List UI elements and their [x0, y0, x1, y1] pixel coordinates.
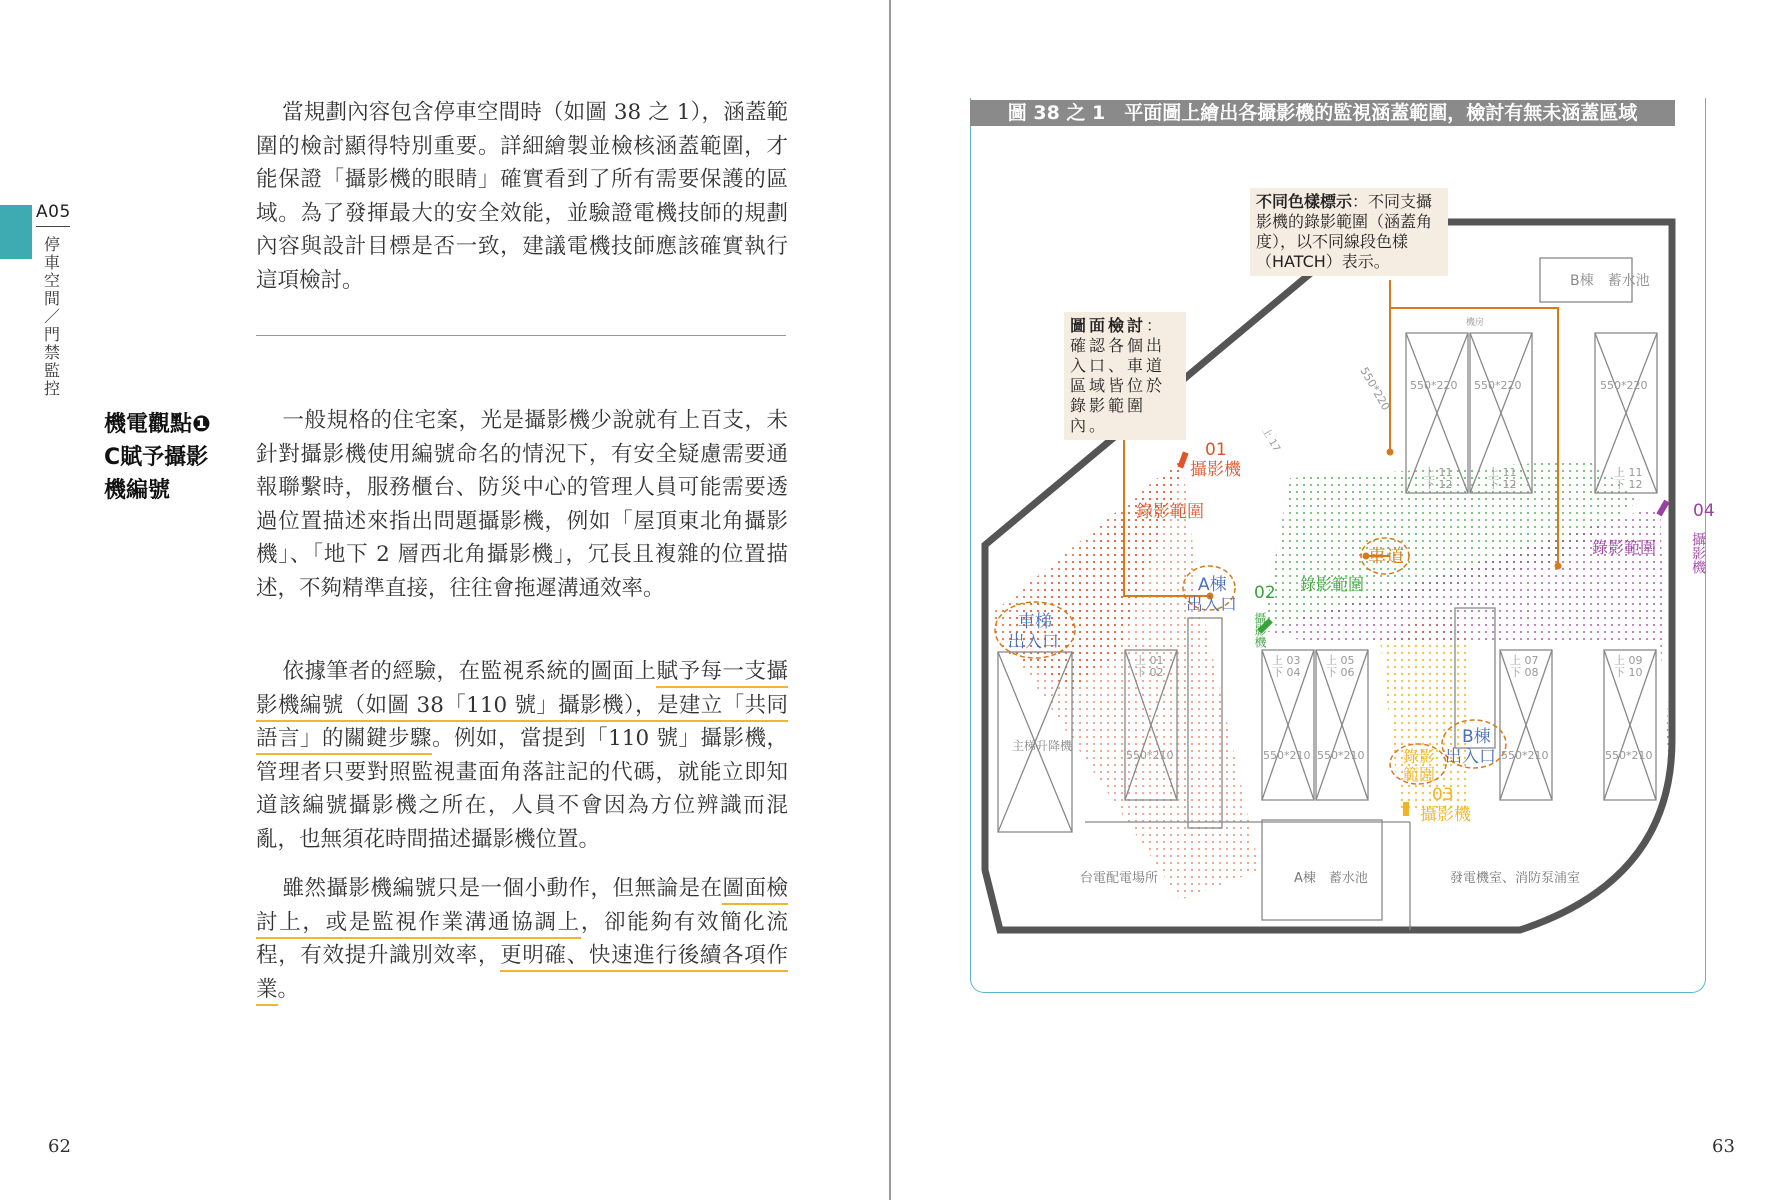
camera-03-marker	[1403, 802, 1409, 816]
label-cam04-number: 04	[1693, 501, 1715, 521]
label-stall-11-bottom-3: 下 12	[1614, 478, 1643, 491]
note-plan-review-text: ：確認各個出入口、車道區域皆位於錄影範圍內。	[1070, 316, 1166, 435]
label-cam03-range-1: 錄影	[1403, 747, 1436, 766]
label-stall-size-bottom-4: 550*210	[1501, 749, 1549, 762]
label-stall-11-bottom-1: 下 12	[1424, 478, 1453, 491]
note-color-legend-text: ：不同支攝影機的錄影範圍（涵蓋角度），以不同線段色樣（HATCH）表示。	[1256, 192, 1433, 271]
paragraph-numbering-problem-text: 一般規格的住宅案，光是攝影機少說就有上百支，未針對攝影機使用編號命名的情況下，有安全疑慮需要通報聯繫時，服務櫃台、防災中心的管理人員可能需要透過位置描述來指出問題攝影機，例如「屋頂東北角攝影機」、「地下 2 層西北角攝影機」，冗長且複雜的位置描述，不夠精準直接，往往會拖遲溝通效率。	[256, 408, 788, 601]
paragraph-summary-part-a: 雖然攝影機編號只是一個小動作，但無論是在	[282, 876, 723, 901]
figure-title: 圖 38 之 1 平面圖上繪出各攝影機的監視涵蓋範圍，檢討有無未涵蓋區域	[970, 100, 1675, 126]
label-stall-11-top-3: 上 11	[1614, 466, 1643, 479]
highlight-common-language: 賦予每一支攝影機編號（如圖 38「110 號」攝影機），是建立「共同語言」的關鍵步驟	[256, 659, 788, 755]
note-plan-review	[1064, 312, 1186, 440]
paragraph-coverage-text: 當規劃內容包含停車空間時（如圖 38 之 1），涵蓋範圍的檢討顯得特別重要。詳細繪製並檢核涵蓋範圍，才能保證「攝影機的眼睛」確實看到了所有需要保護的區域。為了發揮最大的安全效能，並驗證電機技師的規劃內容與設計目標是否一致，建議電機技師應該確實執行這項檢討。	[256, 100, 788, 293]
label-stall-11-bottom-2: 下 12	[1488, 478, 1517, 491]
label-stall-06: 下 06	[1326, 666, 1355, 679]
label-ramp-size: 550*220	[1357, 365, 1393, 413]
paragraph-summary-part-e: 。	[277, 976, 300, 1002]
label-mech-room: 機房	[1466, 318, 1485, 328]
label-b-water-tank: B棟 蓄水池	[1570, 273, 1650, 289]
paragraph-experience-part-a: 依據筆者的經驗，在監視系統的圖面上	[282, 659, 657, 684]
label-stall-11-top-1: 上 11	[1424, 466, 1453, 479]
label-car-lift-2: 出入口	[1008, 632, 1059, 652]
label-stall-17: 上 17	[1259, 426, 1282, 454]
label-stall-size-top-2: 550*220	[1474, 379, 1522, 392]
label-main-lift: 主梯升降機	[1012, 739, 1073, 753]
label-generator: 發電機室、消防泵浦室	[1450, 871, 1581, 886]
label-car-lift-1: 車梯	[1018, 612, 1052, 632]
label-stall-01: 上 01	[1135, 654, 1164, 667]
label-cam02-range: 錄影範圍	[1300, 575, 1365, 594]
label-stall-02: 下 02	[1135, 666, 1164, 679]
paragraph-summary-part-c: ，卻能夠有效簡化流程，有效提升識別效率，	[256, 909, 788, 968]
sidebar-heading: 機電觀點❶ C賦予攝影機編號	[104, 412, 211, 503]
label-stall-07: 上 07	[1510, 654, 1539, 667]
label-cam01-range: 錄影範圍	[1136, 502, 1204, 522]
label-stall-08: 下 08	[1510, 666, 1539, 679]
label-a-entry-2: 出入口	[1186, 595, 1237, 615]
note-color-legend	[1250, 188, 1448, 276]
label-stall-05: 上 05	[1326, 654, 1355, 667]
page-number-right: 63	[1712, 1136, 1735, 1157]
label-taipower: 台電配電場所	[1080, 871, 1159, 886]
label-a-entry-1: A棟	[1198, 575, 1227, 595]
label-stall-size-bottom-3: 550*210	[1317, 749, 1365, 762]
label-cam03-range-2: 範圍	[1403, 765, 1436, 784]
page-number-left: 62	[48, 1136, 71, 1157]
parking-stalls-top	[1406, 258, 1657, 493]
label-stall-size-bottom-5: 550*210	[1605, 749, 1653, 762]
paragraph-experience-part-c: 。例如，當提到「110 號」攝影機，管理者只要對照監視畫面角落註記的代碼，就能立即知道該編號攝影機之所在，人員不會因為方位辨識而混亂，也無須花時間描述攝影機位置。	[256, 726, 788, 852]
highlight-plan-review: 圖面檢討上，或是監視作業溝通協調上	[256, 876, 788, 939]
camera-01-marker	[1177, 451, 1188, 468]
label-a-water-tank: A棟 蓄水池	[1294, 871, 1368, 886]
chapter-title-vertical: 停車空間／門禁監控	[44, 235, 61, 398]
label-stall-10: 下 10	[1614, 666, 1643, 679]
label-cam01: 攝影機	[1190, 460, 1241, 480]
label-cam03-number: 03	[1432, 785, 1454, 805]
label-stall-03: 上 03	[1272, 654, 1301, 667]
label-stall-09: 上 09	[1614, 654, 1643, 667]
label-stall-11-top-2: 上 11	[1488, 466, 1517, 479]
label-cam04: 攝影機	[1690, 532, 1706, 574]
chapter-code: A05	[36, 202, 71, 222]
label-stall-04: 下 04	[1272, 666, 1301, 679]
label-cam02-number: 02	[1254, 583, 1276, 603]
note-color-legend-bold: 不同色樣標示	[1256, 192, 1353, 211]
note-plan-review-bold: 圖面檢討	[1070, 316, 1147, 335]
label-stall-size-bottom-2: 550*210	[1263, 749, 1311, 762]
label-b-entry-2: 出入口	[1445, 747, 1496, 767]
label-driveway: 車道	[1368, 546, 1404, 567]
label-stall-size-top-1: 550*220	[1410, 379, 1458, 392]
label-stall-size-top-3: 550*220	[1600, 379, 1648, 392]
highlight-faster-work: 更明確、快速進行後續各項作業	[256, 943, 788, 1006]
label-cam01-number: 01	[1205, 440, 1227, 460]
label-b-entry-1: B棟	[1462, 727, 1491, 747]
label-stall-size-bottom-1: 550*210	[1126, 749, 1174, 762]
label-cam03: 攝影機	[1420, 805, 1471, 825]
label-cam04-range: 錄影範圍	[1592, 538, 1657, 557]
label-cam02: 攝影機	[1253, 612, 1267, 648]
